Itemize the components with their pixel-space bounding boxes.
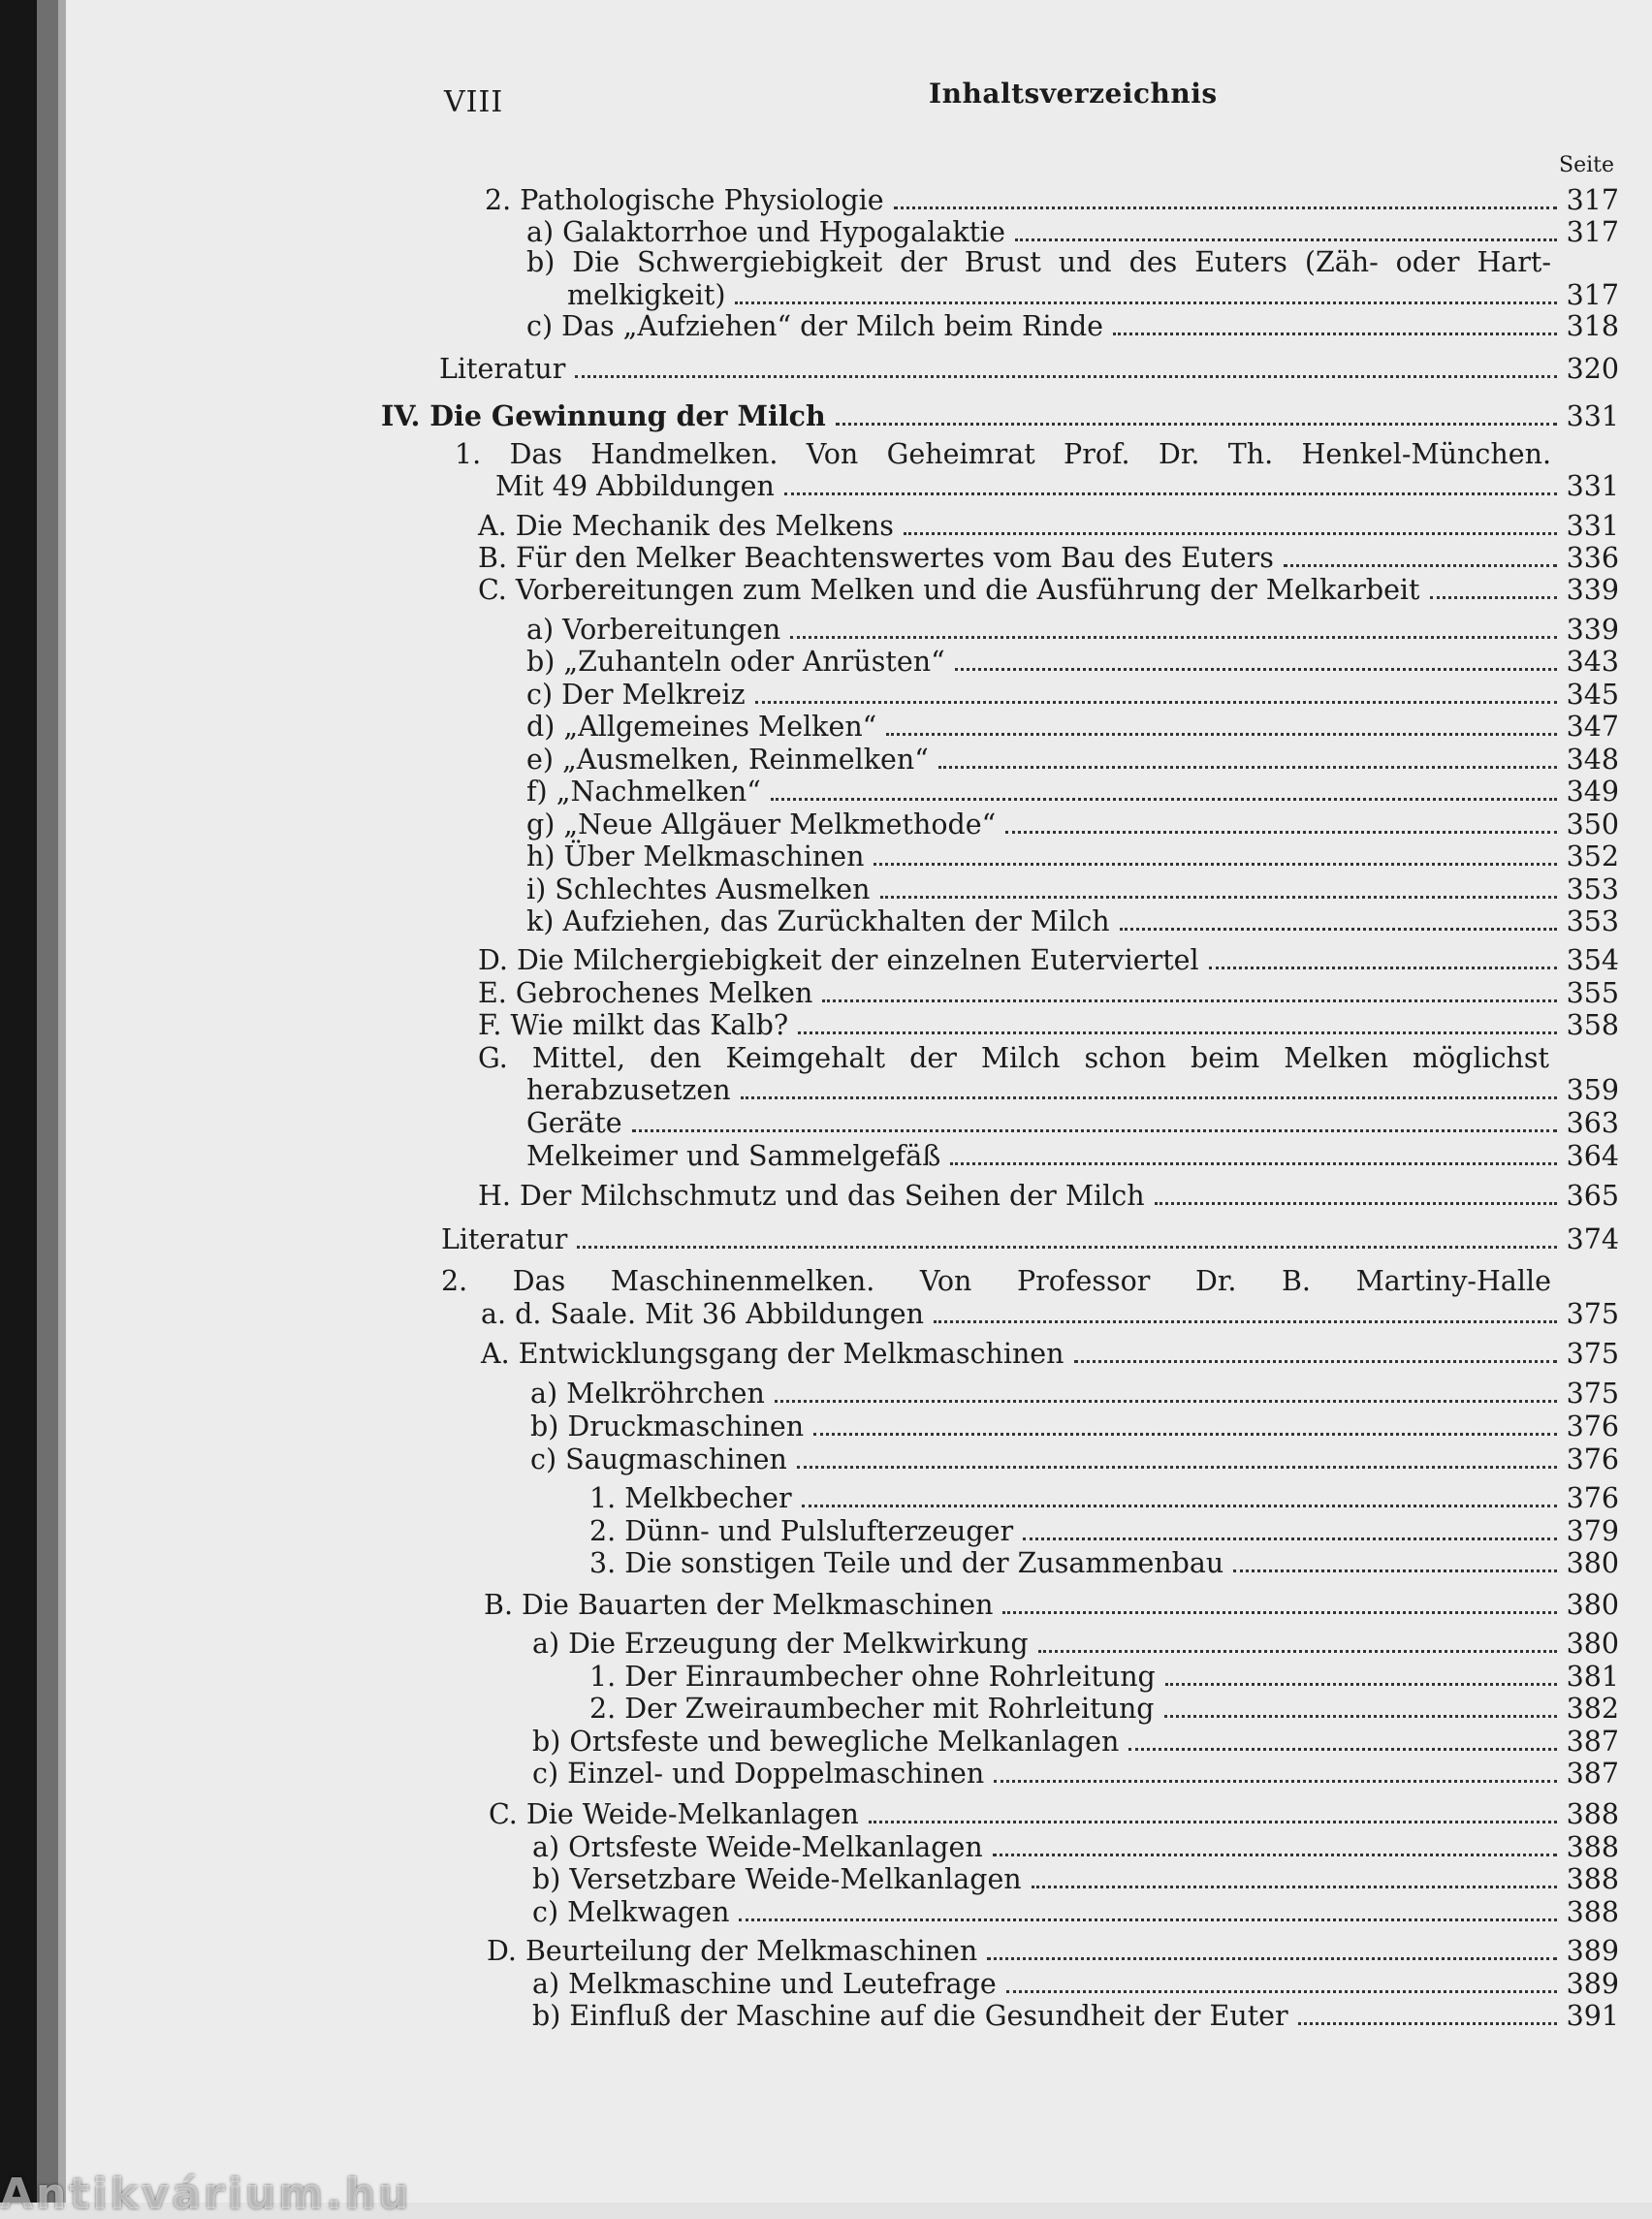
- toc-entry-label: b) Ortsfeste und bewegliche Melkanlagen: [532, 1726, 1120, 1758]
- toc-entry: [530, 1378, 1619, 1411]
- toc-entry: [532, 1758, 1619, 1791]
- toc-entry-label: c) Saugmaschinen: [530, 1443, 787, 1475]
- toc-entry-page: 380: [1566, 1628, 1619, 1660]
- toc-entry-label: k) Aufziehen, das Zurückhalten der Milch: [526, 905, 1110, 937]
- toc-entry-label: Mit 49 Abbildungen: [495, 470, 775, 502]
- toc-entry-page: 359: [1566, 1074, 1619, 1106]
- toc-entry: [381, 399, 1619, 433]
- toc-entry-page: 336: [1566, 542, 1619, 574]
- toc-entry-page: 320: [1566, 353, 1619, 385]
- toc-entry: [526, 1140, 1619, 1173]
- toc-entry-page: 339: [1566, 614, 1619, 646]
- toc-entry-label: d) „Allgemeines Melken“: [526, 711, 877, 743]
- toc-entry: [526, 808, 1619, 841]
- toc-entry-label: b) Versetzbare Weide-Melkanlagen: [532, 1863, 1022, 1895]
- toc-entry-label: melkigkeit): [567, 279, 726, 311]
- toc-entry-page: 317: [1566, 279, 1619, 311]
- running-title: Inhaltsverzeichnis: [929, 78, 1218, 110]
- toc-entry: [478, 574, 1619, 607]
- toc-entry: [439, 353, 1619, 386]
- toc-entry-page: 331: [1566, 510, 1619, 542]
- page-number: VIII: [444, 85, 504, 119]
- toc-entry-label: 3. Die sonstigen Teile und der Zusammenbau: [589, 1547, 1224, 1579]
- toc-entry: [478, 510, 1619, 543]
- toc-entry-label: herabzusetzen: [526, 1074, 731, 1106]
- toc-entry: [526, 873, 1619, 906]
- toc-entry-page: 350: [1566, 808, 1619, 840]
- toc-entry-page: 376: [1566, 1443, 1619, 1475]
- toc-entry: [532, 1896, 1619, 1929]
- toc-entry: [526, 711, 1619, 744]
- toc-entry-label: h) Über Melkmaschinen: [526, 840, 865, 872]
- toc-entry-label: D. Die Milchergiebigkeit der einzelnen Euterviertel: [478, 944, 1199, 976]
- toc-entry: [526, 776, 1619, 808]
- toc-entry-label: c) Melkwagen: [532, 1896, 730, 1928]
- toc-entry: [567, 279, 1619, 312]
- toc-entry-page: 331: [1566, 470, 1619, 502]
- toc-entry-page: 379: [1566, 1515, 1619, 1547]
- toc-entry-page: 388: [1566, 1831, 1619, 1863]
- toc-entry-label: a) Melkmaschine und Leutefrage: [532, 1968, 997, 2000]
- toc-entry-label: b) Einfluß der Maschine auf die Gesundheit der Euter: [532, 2000, 1288, 2032]
- toc-entry-page: 317: [1566, 216, 1619, 248]
- toc-entry-label: A. Entwicklungsgang der Melkmaschinen: [481, 1338, 1064, 1370]
- toc-entry-page: 348: [1566, 744, 1619, 776]
- toc-entry-label: c) Das „Aufziehen“ der Milch beim Rinde: [526, 310, 1104, 342]
- toc-entry-label: a) Die Erzeugung der Melkwirkung: [532, 1628, 1029, 1660]
- toc-entry-page: 363: [1566, 1107, 1619, 1139]
- book-binding-shadow: [0, 0, 37, 2203]
- toc-entry-page: 365: [1566, 1180, 1619, 1212]
- toc-entry-page: 339: [1566, 574, 1619, 606]
- toc-entry-label: 2. Das Maschinenmelken. Von Professor Dr. B. Martiny-Halle: [441, 1265, 1551, 1297]
- toc-entry-label: b) „Zuhanteln oder Anrüsten“: [526, 646, 945, 678]
- toc-entry: [526, 310, 1619, 343]
- toc-entry-label: 2. Pathologische Physiologie: [485, 184, 884, 216]
- toc-entry: [526, 614, 1619, 647]
- toc-entry-label: 1. Das Handmelken. Von Geheimrat Prof. Dr. Th. Henkel-München.: [455, 438, 1551, 470]
- toc-entry: [589, 1693, 1619, 1726]
- toc-entry-label: C. Vorbereitungen zum Melken und die Ausführung der Melkarbeit: [478, 574, 1420, 606]
- toc-entry-page: 318: [1566, 310, 1619, 342]
- toc-entry-page: 381: [1566, 1661, 1619, 1693]
- toc-entry-page: 358: [1566, 1009, 1619, 1041]
- toc-entry: [526, 744, 1619, 777]
- toc-entry-page: 382: [1566, 1693, 1619, 1725]
- book-binding-edge: [37, 0, 58, 2203]
- toc-entry: [489, 1798, 1619, 1831]
- toc-entry-label: c) Einzel- und Doppelmaschinen: [532, 1758, 985, 1790]
- toc-entry-page: 375: [1566, 1378, 1619, 1410]
- toc-entry: [526, 216, 1619, 249]
- toc-entry-label: f) „Nachmelken“: [526, 776, 761, 808]
- book-binding-margin: [58, 0, 66, 2203]
- toc-entry-page: 380: [1566, 1547, 1619, 1579]
- toc-entry: [481, 1338, 1619, 1371]
- toc-entry: [526, 1074, 1619, 1107]
- toc-entry: [478, 1009, 1619, 1042]
- toc-entry-label: F. Wie milkt das Kalb?: [478, 1009, 789, 1041]
- toc-entry-label: Literatur: [439, 353, 566, 385]
- toc-entry: [589, 1482, 1619, 1515]
- toc-entry: [526, 646, 1619, 679]
- toc-entry: [526, 1107, 1619, 1140]
- toc-entry-label: i) Schlechtes Ausmelken: [526, 873, 871, 905]
- page-column-label: Seite: [1559, 153, 1614, 177]
- toc-entry-page: 353: [1566, 873, 1619, 905]
- toc-entry-page: 375: [1566, 1338, 1619, 1370]
- toc-entry: [532, 1726, 1619, 1759]
- book-page: [66, 0, 1652, 2203]
- toc-entry-page: 349: [1566, 776, 1619, 808]
- toc-entry-page: 375: [1566, 1298, 1619, 1330]
- toc-entry: [485, 184, 1619, 217]
- toc-entry-page: 347: [1566, 711, 1619, 743]
- toc-entry: [589, 1515, 1619, 1548]
- toc-entry-page: 354: [1566, 944, 1619, 976]
- toc-entry: [526, 905, 1619, 938]
- toc-entry-label: e) „Ausmelken, Reinmelken“: [526, 744, 929, 776]
- toc-entry-page: 389: [1566, 1968, 1619, 2000]
- toc-entry: [487, 1935, 1619, 1968]
- watermark: Antikvárium.hu: [0, 2170, 412, 2219]
- toc-entry: [532, 1863, 1619, 1896]
- toc-entry: [526, 840, 1619, 873]
- toc-entry: [532, 1831, 1619, 1864]
- toc-entry-page: 376: [1566, 1482, 1619, 1514]
- toc-entry: [484, 1589, 1619, 1622]
- toc-entry-page: 345: [1566, 679, 1619, 711]
- toc-entry: [526, 679, 1619, 712]
- toc-entry: [532, 2000, 1619, 2033]
- toc-entry: [478, 944, 1619, 977]
- toc-entry-page: 387: [1566, 1726, 1619, 1758]
- toc-entry-label: 1. Der Einraumbecher ohne Rohrleitung: [589, 1661, 1156, 1693]
- toc-entry-page: 374: [1566, 1223, 1619, 1255]
- toc-entry: [481, 1298, 1619, 1331]
- toc-entry-page: 388: [1566, 1863, 1619, 1895]
- toc-entry-label: a) Galaktorrhoe und Hypogalaktie: [526, 216, 1006, 248]
- toc-entry-label: a. d. Saale. Mit 36 Abbildungen: [481, 1298, 924, 1330]
- toc-entry: [589, 1547, 1619, 1580]
- toc-entry: [530, 1411, 1619, 1443]
- toc-entry: [495, 470, 1619, 503]
- toc-entry-label: D. Beurteilung der Melkmaschinen: [487, 1935, 978, 1967]
- toc-entry: [478, 977, 1619, 1010]
- toc-entry-label: B. Die Bauarten der Melkmaschinen: [484, 1589, 994, 1621]
- toc-entry-page: 355: [1566, 977, 1619, 1009]
- toc-entry-label: b) Die Schwergiebigkeit der Brust und des Euters (Zäh- oder Hart-: [526, 246, 1551, 278]
- toc-entry-label: Melkeimer und Sammelgefäß: [526, 1140, 941, 1172]
- toc-entry-label: Geräte: [526, 1107, 622, 1139]
- toc-entry: [530, 1443, 1619, 1476]
- toc-entry-label: b) Druckmaschinen: [530, 1411, 805, 1442]
- toc-entry-label: H. Der Milchschmutz und das Seihen der Milch: [478, 1180, 1145, 1212]
- toc-entry-label: B. Für den Melker Beachtenswertes vom Bau des Euters: [478, 542, 1274, 574]
- toc-entry-page: 352: [1566, 840, 1619, 872]
- toc-entry-label: Literatur: [441, 1223, 568, 1255]
- toc-entry-page: 343: [1566, 646, 1619, 678]
- toc-entry-label: IV. Die Gewinnung der Milch: [381, 399, 826, 432]
- toc-entry-label: 2. Dünn- und Pulslufterzeuger: [589, 1515, 1014, 1547]
- toc-entry-page: 380: [1566, 1589, 1619, 1621]
- toc-entry-page: 331: [1566, 400, 1619, 432]
- toc-entry-page: 389: [1566, 1935, 1619, 1967]
- toc-entry-page: 353: [1566, 905, 1619, 937]
- toc-entry-label: 2. Der Zweiraumbecher mit Rohrleitung: [589, 1693, 1155, 1725]
- toc-entry-label: a) Ortsfeste Weide-Melkanlagen: [532, 1831, 983, 1863]
- toc-entry-page: 376: [1566, 1411, 1619, 1442]
- toc-entry: [478, 1180, 1619, 1213]
- toc-entry-page: 364: [1566, 1140, 1619, 1172]
- toc-entry-page: 388: [1566, 1798, 1619, 1830]
- toc-entry: [532, 1968, 1619, 2001]
- toc-entry-page: 387: [1566, 1758, 1619, 1790]
- toc-entry-label: a) Melkröhrchen: [530, 1378, 765, 1410]
- toc-entry-page: 317: [1566, 184, 1619, 216]
- toc-entry-page: 391: [1566, 2000, 1619, 2032]
- toc-entry-label: a) Vorbereitungen: [526, 614, 781, 646]
- toc-entry-label: E. Gebrochenes Melken: [478, 977, 813, 1009]
- toc-entry-label: A. Die Mechanik des Melkens: [478, 510, 894, 542]
- toc-entry-page: 388: [1566, 1896, 1619, 1928]
- toc-entry: [478, 542, 1619, 575]
- toc-entry-label: g) „Neue Allgäuer Melkmethode“: [526, 808, 997, 840]
- toc-entry: [441, 1223, 1619, 1256]
- toc-entry-label: 1. Melkbecher: [589, 1482, 792, 1514]
- toc-entry: [589, 1661, 1619, 1694]
- toc-entry: [532, 1628, 1619, 1661]
- toc-entry-label: c) Der Melkreiz: [526, 679, 746, 711]
- toc-entry-label: G. Mittel, den Keimgehalt der Milch schon beim Melken möglichst: [478, 1042, 1549, 1074]
- toc-entry-label: C. Die Weide-Melkanlagen: [489, 1798, 859, 1830]
